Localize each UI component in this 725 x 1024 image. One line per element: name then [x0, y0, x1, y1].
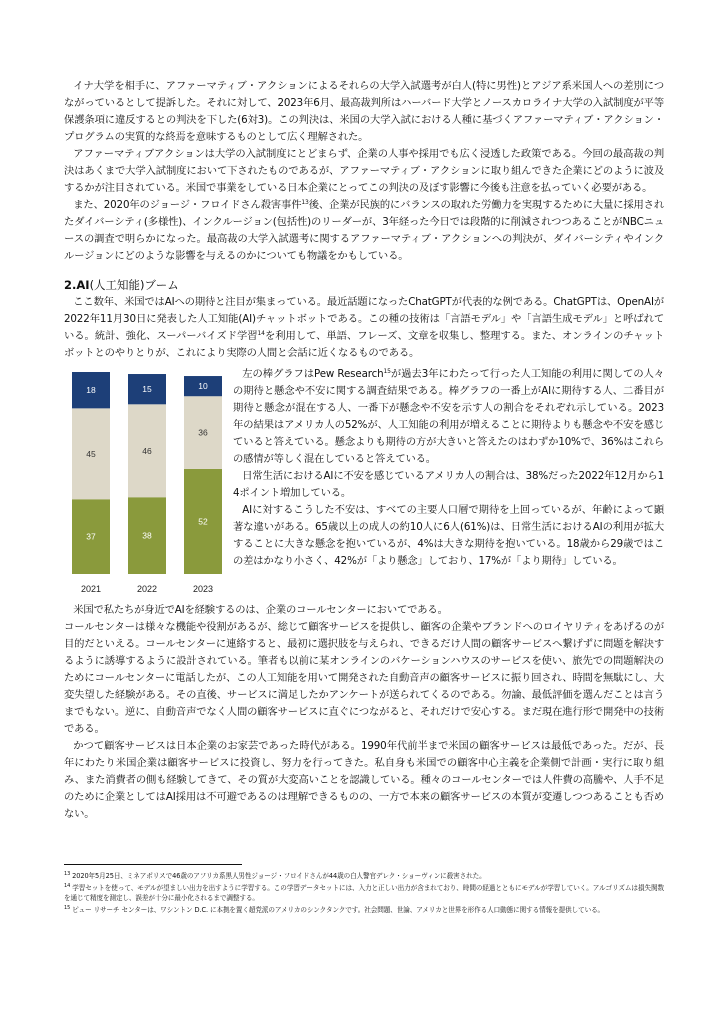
- paragraph: [64, 294, 664, 362]
- bar-value-label: 18: [86, 385, 96, 396]
- paragraph-text: イナ大学を相手に、アファーマティブ・アクションによるそれらの大学入試選考が白人(特に男性)とアジア系米国人への差別につながっているとして提訴した。それに対して、2023年6月、最高裁判所はハーバード大学とノースカロライナ大学の入試制度が平等保護条項に違反するとの判決を下した(6対3)。この判決は、米国の大学入試における人種に基づくアファーマティブ・アクション・プログラムの実質的な終焉を意味するものとして広く理解された。: [64, 80, 664, 143]
- footnote-text: 2020年5月25日、ミネアポリスで46歳のアフリカ系黒人男性ジョージ・フロイドさんが44歳の白人警官デレク・ショーヴィンに殺害された。: [70, 872, 486, 880]
- paragraph: [233, 366, 664, 468]
- bar-value-label: 37: [86, 531, 96, 542]
- paragraph-text: アファーマティブアクションは大学の入試制度にとどまらず、企業の人事や採用でも広く浸透した政策である。今回の最高裁の判決はあくまで大学入試制度において下されたものであるが、アファーマティブ・アクションに取り組んできた企業にどのように波及するかが注目されている。米国で事業をしている日本企業にとってこの判決の及ぼす影響に今後も注意を払っていく必要がある。: [64, 148, 664, 194]
- paragraph: [64, 738, 664, 823]
- bar-value-label: 45: [86, 448, 96, 459]
- footnote-text: 学習セットを使って、モデルが望ましい出力を出すように学習する。この学習データセットには、入力と正しい出力が含まれており、時間の経過とともにモデルが学習していく。アルゴリズムは損失関数を通じて精度を測定し、誤差が十分に最小化されるまで調整する。: [64, 884, 664, 902]
- footnote-rule: [64, 864, 242, 865]
- paragraph: [64, 146, 664, 197]
- closing-paragraphs: [64, 602, 664, 823]
- figure-block: [64, 366, 664, 602]
- bar-value-label: 36: [198, 427, 208, 438]
- paragraph-text: 米国で私たちが身近でAIを経験するのは、企業のコールセンターにおいてである。: [73, 604, 448, 616]
- bar-value-label: 38: [142, 530, 152, 541]
- paragraph: [233, 468, 664, 502]
- x-tick-label: 2021: [80, 584, 102, 594]
- footnote: [64, 883, 664, 903]
- paragraph-text: コールセンターは様々な機能や役割があるが、総じて顧客サービスを提供し、顧客の企業やブランドへのロイヤリティをあげるのが目的だといえる。コールセンターに連絡すると、最初に選択肢を与えられ、できるだけ人間の顧客サービスへ繋げずに問題を解決するように誘導するように設計されている。筆者も以前に某オンラインのバケーションハウスのサービスを使い、旅先での問題解決のためにコールセンターに電話したが、この人工知能を用いて開発された自動音声の顧客サービスに振り回され、時間を無駄にし、大変失望した経験がある。その直後、サービスに満足したかアンケートが送られてくるのである。勿論、最低評価を選んだことは言うまでもない。逆に、自動音声でなく人間の顧客サービスに直ぐにつながると、それだけで安心する。まだ現在進行形で開発中の技術である。: [64, 621, 664, 735]
- paragraph: [64, 602, 664, 619]
- ai-attitude-bar-chart: [64, 366, 224, 600]
- intro-paragraphs: [64, 78, 664, 265]
- paragraph: [64, 78, 664, 146]
- section-paragraphs: [64, 294, 664, 362]
- footnote-number: 15: [64, 905, 71, 911]
- footnote-ref: 13: [301, 199, 309, 206]
- section-number: 2.AI: [64, 278, 90, 292]
- paragraph: [233, 502, 664, 570]
- footnotes: [64, 864, 664, 917]
- paragraph: [64, 619, 664, 738]
- paragraph-text: 左の棒グラフはPew Research: [242, 368, 384, 380]
- footnote-text: ピュー リサーチ センターは、ワシントン D.C. に本拠を置く超党派のアメリカのシンクタンクです。社会問題、世論、アメリカと世界を形作る人口動態に関する情報を提供している。: [70, 906, 605, 914]
- paragraph-text: 後、企業が民族的にバランスの取れた労働力を実現するために大量に採用されたダイバーシティ(多様性)、インクルージョン(包括性)のリーダーが、3年経った今日では段階的に削減されつつあることがNBCニュースの調査で明らかになった。最高裁の大学入試選考に関するアファーマティブ・アクションへの判決が、ダイバーシティやインクルージョンにどのような影響を与えるのかについても物議をかもしている。: [64, 199, 664, 262]
- bar-value-label: 52: [198, 516, 208, 527]
- footnote-list: [64, 871, 664, 915]
- footnote-ref: 14: [257, 330, 265, 337]
- paragraph-text: 日常生活におけるAIに不安を感じているアメリカ人の割合は、38%だった2022年12月から14ポイント増加している。: [233, 470, 664, 499]
- footnote-ref: 15: [383, 368, 391, 375]
- section-title: (人工知能)ブーム: [89, 278, 179, 292]
- bar-value-label: 46: [142, 445, 152, 456]
- paragraph-text: ここ数年、米国ではAIへの期待と注目が集まっている。最近話題になったChatGPTが代表的な例である。ChatGPTは、OpenAIが2022年11月30日に発表した人工知能(AI)チャットボットである。この種の技術は「言語モデル」や「言語生成モデル」と呼ばれている。統計、強化、スーパーバイズド学習: [64, 296, 664, 342]
- paragraph-text: AIに対するこうした不安は、すべての主要人口層で期待を上回っているが、年齢によって顕著な違いがある。65歳以上の成人の約10人に6人(61%)は、日常生活におけるAIの利用が拡大することに大きな懸念を抱いているが、4%は大きな期待を抱いている。18歳から29歳ではこの差はかなり小さく、42%が「より懸念」しており、17%が「より期待」している。: [233, 504, 664, 567]
- page-body: [64, 78, 664, 823]
- footnote: [64, 905, 664, 915]
- paragraph-text: を利用して、単語、フレーズ、文章を収集し、整理する。また、オンラインのチャットボットとのやりとりが、これにより実際の人間と会話に近くなるものである。: [64, 330, 664, 359]
- paragraph-text: また、2020年のジョージ・フロイドさん殺害事件: [73, 199, 302, 211]
- chart-description-paragraphs: [233, 366, 664, 570]
- x-tick-label: 2023: [192, 584, 214, 594]
- paragraph: [64, 197, 664, 265]
- footnote: [64, 871, 664, 881]
- paragraph-text: が過去3年にわたって行った人工知能の利用に関しての人々の期待と懸念や不安に関する調査結果である。棒グラフの一番上がAIに期待する人、二番目が期待と懸念が混在する人、一番下が懸念や不安を示す人の割合をそれぞれ示している。2023年の結果はアメリカ人の52%が、人工知能の利用が増えることに期待よりも懸念や不安を感じていると答えている。懸念よりも期待の方が大きいと答えたのはわずか10%で、36%はこれらの感情が等しく混在していると答えている。: [233, 368, 664, 465]
- paragraph-text: かつて顧客サービスは日本企業のお家芸であった時代がある。1990年代前半まで米国の顧客サービスは最低であった。だが、長年にわたり米国企業は顧客サービスに投資し、努力を行ってきた。私自身も米国での顧客中心主義を企業側で計画・実行に取り組み、また消費者の側も経験してきて、その質が大変高いことを認識している。種々のコールセンターでは人件費の高騰や、人手不足のために企業としてはAI採用は不可避であるのは理解できるものの、一方で本来の顧客サービスの本質が変遷しつつあることも否めない。: [64, 740, 664, 820]
- bar-value-label: 15: [142, 384, 152, 395]
- footnote-number: 14: [64, 883, 71, 889]
- x-tick-label: 2022: [136, 584, 158, 594]
- footnote-number: 13: [64, 871, 71, 877]
- section-heading: [64, 277, 664, 294]
- bar-value-label: 10: [198, 381, 208, 392]
